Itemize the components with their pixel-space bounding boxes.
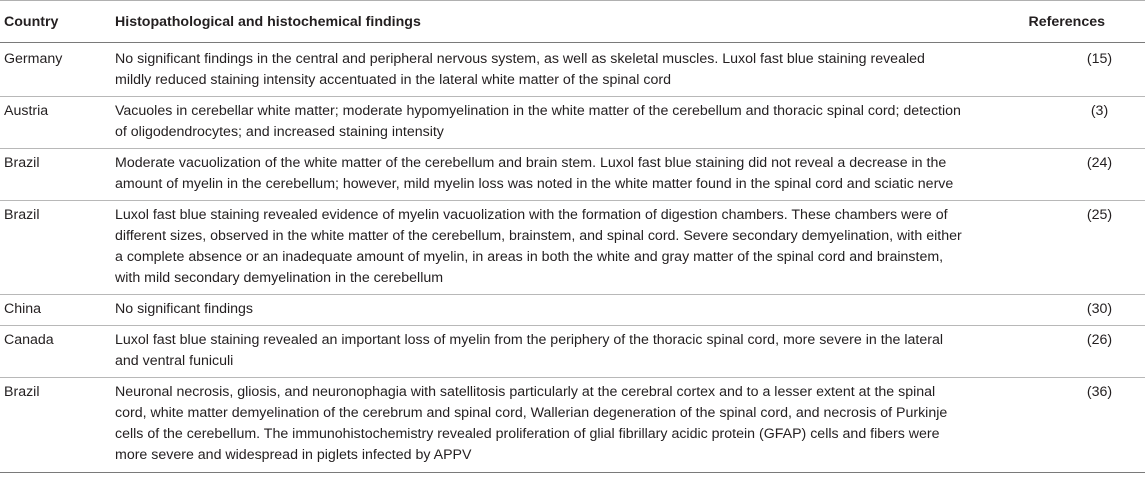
cell-findings: Moderate vacuolization of the white matter of the cerebellum and brain stem. Luxol fast blue staining did not reveal a decrease in the amount of myelin in the cerebellum; however, mild myelin loss was noted in the white matter found in the spinal cord and sciatic nerve [111, 149, 968, 201]
cell-reference: (30) [968, 295, 1145, 326]
cell-reference: (3) [968, 97, 1145, 149]
table-body [0, 43, 1145, 473]
table-row [0, 326, 1145, 378]
cell-country: Brazil [0, 149, 111, 201]
table-row [0, 97, 1145, 149]
cell-findings: Luxol fast blue staining revealed an important loss of myelin from the periphery of the thoracic spinal cord, more severe in the lateral and ventral funiculi [111, 326, 968, 378]
table-header [0, 1, 1145, 43]
cell-findings: Neuronal necrosis, gliosis, and neuronophagia with satellitosis particularly at the cerebral cortex and to a lesser extent at the spinal cord, white matter demyelination of the cerebrum and spinal cord, Wallerian degeneration of the spinal cord, and necrosis of Purkinje cells of the cerebellum. The immunohistochemistry revealed proliferation of glial fibrillary acidic protein (GFAP) cells and fibers were more severe and widespread in piglets infected by APPV [111, 378, 968, 473]
table-row [0, 201, 1145, 295]
cell-country: Canada [0, 326, 111, 378]
cell-findings: No significant findings [111, 295, 968, 326]
table-row [0, 149, 1145, 201]
cell-findings: Luxol fast blue staining revealed evidence of myelin vacuolization with the formation of digestion chambers. These chambers were of different sizes, observed in the white matter of the cerebellum, brainstem, and spinal cord. Severe secondary demyelination, with either a complete absence or an inadequate amount of myelin, in areas in both the white and gray matter of the spinal cord and brainstem, with mild secondary demyelination in the cerebellum [111, 201, 968, 295]
cell-country: China [0, 295, 111, 326]
header-row [0, 1, 1145, 43]
header-country: Country [0, 1, 111, 43]
table-row [0, 295, 1145, 326]
header-references: References [968, 1, 1145, 43]
cell-reference: (24) [968, 149, 1145, 201]
cell-reference: (36) [968, 378, 1145, 473]
cell-reference: (15) [968, 43, 1145, 97]
cell-country: Brazil [0, 378, 111, 473]
cell-findings: No significant findings in the central and peripheral nervous system, as well as skeletal muscles. Luxol fast blue staining revealed mildly reduced staining intensity accentuated in the lateral white matter of the spinal cord [111, 43, 968, 97]
table-row [0, 378, 1145, 473]
header-findings: Histopathological and histochemical findings [111, 1, 968, 43]
cell-country: Austria [0, 97, 111, 149]
cell-country: Brazil [0, 201, 111, 295]
cell-findings: Vacuoles in cerebellar white matter; moderate hypomyelination in the white matter of the cerebellum and thoracic spinal cord; detection of oligodendrocytes; and increased staining intensity [111, 97, 968, 149]
cell-reference: (26) [968, 326, 1145, 378]
cell-reference: (25) [968, 201, 1145, 295]
table-row [0, 43, 1145, 97]
cell-country: Germany [0, 43, 111, 97]
